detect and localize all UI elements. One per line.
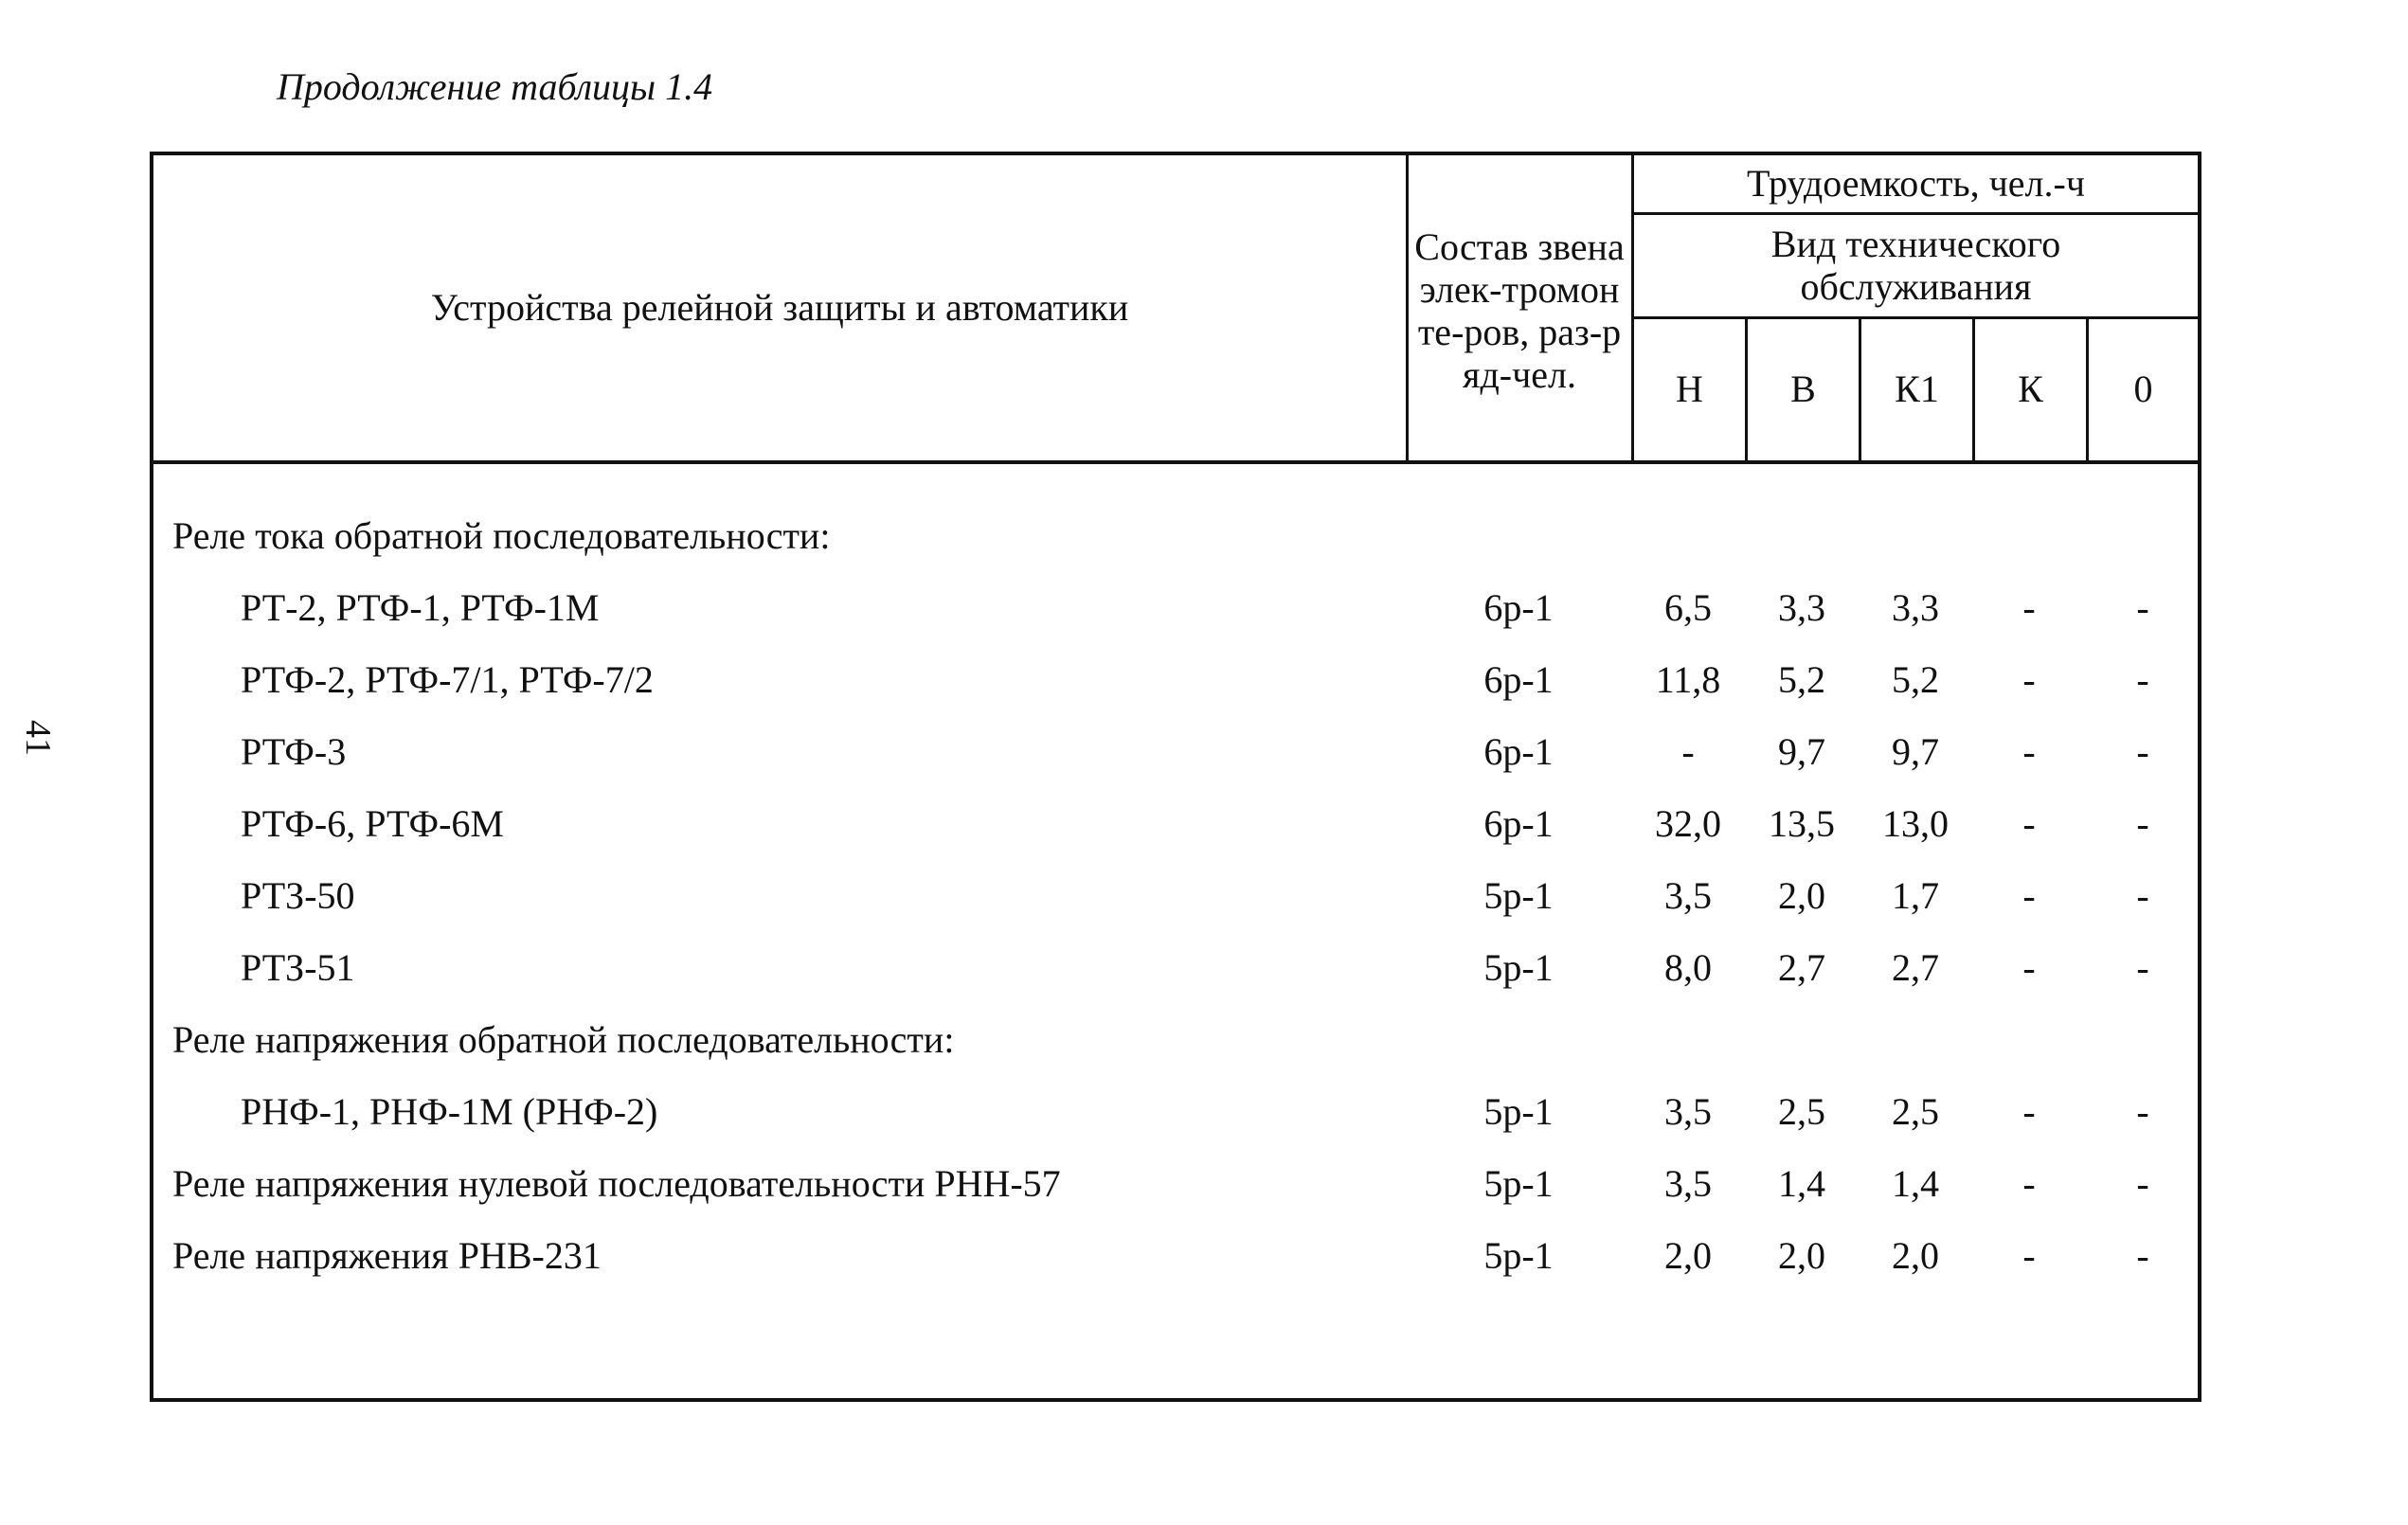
value-0: - — [2136, 946, 2149, 989]
device-name: РТ-2, РТФ-1, РТФ-1М — [241, 586, 600, 629]
value-v: 1,4 — [1778, 1162, 1825, 1205]
value-k: - — [2022, 946, 2036, 989]
crew-value: 5р-1 — [1483, 946, 1554, 989]
table-row — [153, 1150, 2198, 1216]
device-name: Реле напряжения нулевой последовательности РНН-57 — [172, 1162, 1061, 1205]
value-0: - — [2136, 1090, 2149, 1133]
crew-value: 5р-1 — [1483, 874, 1554, 917]
header-col-v: В — [1790, 368, 1816, 411]
value-k: - — [2022, 1162, 2036, 1205]
device-name: РТЗ-51 — [241, 946, 355, 989]
header-col-k1: К1 — [1895, 368, 1939, 411]
device-name: Реле напряжения обратной последовательности: — [172, 1018, 955, 1061]
table-row — [153, 1078, 2198, 1144]
crew-column-divider — [1406, 155, 1409, 462]
table-row — [153, 718, 2198, 784]
table-row — [153, 862, 2198, 928]
crew-value: 6р-1 — [1483, 730, 1554, 773]
value-k: - — [2022, 1090, 2036, 1133]
value-k1: 1,7 — [1892, 874, 1939, 917]
header-col-0: 0 — [2133, 368, 2153, 411]
table-caption: Продолжение таблицы 1.4 — [277, 65, 713, 108]
value-v: 2,0 — [1778, 1234, 1825, 1277]
value-k: - — [2022, 802, 2036, 845]
value-k1: 2,0 — [1892, 1234, 1939, 1277]
value-n: 8,0 — [1664, 946, 1712, 989]
value-k: - — [2022, 874, 2036, 917]
device-name: РТЗ-50 — [241, 874, 355, 917]
value-k1: 5,2 — [1892, 658, 1939, 701]
value-k1: 1,4 — [1892, 1162, 1939, 1205]
value-k1: 2,5 — [1892, 1090, 1939, 1133]
value-n: 2,0 — [1664, 1234, 1712, 1277]
device-name: РТФ-6, РТФ-6М — [241, 802, 504, 845]
crew-value: 6р-1 — [1483, 658, 1554, 701]
value-k1: 13,0 — [1882, 802, 1949, 845]
crew-value: 5р-1 — [1483, 1162, 1554, 1205]
device-name: Реле тока обратной последовательности: — [172, 514, 831, 557]
value-v: 9,7 — [1778, 730, 1825, 773]
value-n: 6,5 — [1664, 586, 1712, 629]
value-k1: 9,7 — [1892, 730, 1939, 773]
value-k1: 3,3 — [1892, 586, 1939, 629]
value-n: 3,5 — [1664, 874, 1712, 917]
value-v: 13,5 — [1769, 802, 1835, 845]
value-k: - — [2022, 1234, 2036, 1277]
header-device: Устройства релейной защиты и автоматики — [430, 285, 1129, 329]
value-0: - — [2136, 1162, 2149, 1205]
value-0: - — [2136, 730, 2149, 773]
value-0: - — [2136, 802, 2149, 845]
value-n: 3,5 — [1664, 1162, 1712, 1205]
header-bottom-rule — [153, 460, 2198, 464]
header-labor: Трудоемкость, чел.-ч — [1747, 161, 2085, 205]
table-row — [153, 1006, 2198, 1072]
value-k: - — [2022, 730, 2036, 773]
table-row — [153, 934, 2198, 1000]
header-service-type: Вид технического обслуживания — [1770, 222, 2061, 308]
table-row — [153, 574, 2198, 640]
device-name: РТФ-2, РТФ-7/1, РТФ-7/2 — [241, 658, 654, 701]
crew-value: 5р-1 — [1483, 1234, 1554, 1277]
value-v: 2,0 — [1778, 874, 1825, 917]
crew-value: 6р-1 — [1483, 802, 1554, 845]
table-frame — [150, 152, 2201, 1402]
crew-value: 5р-1 — [1483, 1090, 1554, 1133]
value-n: 3,5 — [1664, 1090, 1712, 1133]
page-number: 41 — [18, 720, 58, 756]
value-0: - — [2136, 586, 2149, 629]
value-0: - — [2136, 874, 2149, 917]
table-row — [153, 790, 2198, 856]
value-n: 32,0 — [1655, 802, 1721, 845]
header-crew: Состав звена элек-тромонте-ров, раз-ряд-чел. — [1414, 225, 1625, 396]
table-row — [153, 646, 2198, 712]
table-row — [153, 502, 2198, 568]
value-v: 5,2 — [1778, 658, 1825, 701]
value-v: 2,5 — [1778, 1090, 1825, 1133]
device-name: Реле напряжения РНВ-231 — [172, 1234, 602, 1277]
value-k: - — [2022, 658, 2036, 701]
value-0: - — [2136, 1234, 2149, 1277]
device-name: РНФ-1, РНФ-1М (РНФ-2) — [241, 1090, 658, 1133]
crew-value: 6р-1 — [1483, 586, 1554, 629]
device-name: РТФ-3 — [241, 730, 347, 773]
header-col-n: Н — [1676, 368, 1703, 411]
value-n: - — [1681, 730, 1695, 773]
value-v: 3,3 — [1778, 586, 1825, 629]
value-0: - — [2136, 658, 2149, 701]
header-col-k: К — [2018, 368, 2043, 411]
value-n: 11,8 — [1655, 658, 1721, 701]
value-v: 2,7 — [1778, 946, 1825, 989]
value-k1: 2,7 — [1892, 946, 1939, 989]
table-row — [153, 1222, 2198, 1288]
value-k: - — [2022, 586, 2036, 629]
